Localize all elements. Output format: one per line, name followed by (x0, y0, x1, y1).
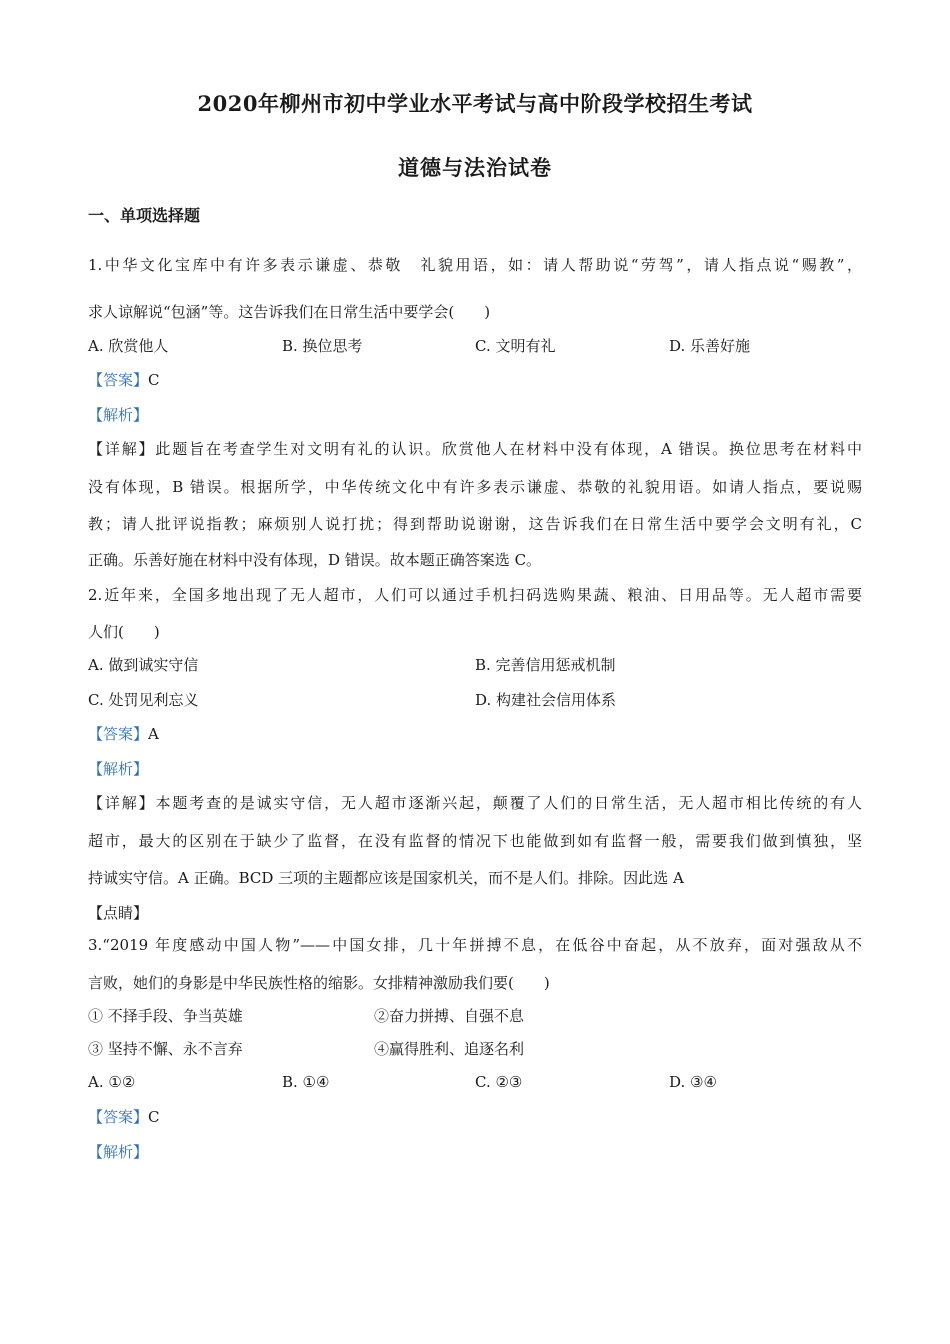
answer-label: 【答案】 (88, 371, 149, 389)
q1-analysis-label: 【解析】 (88, 406, 149, 424)
answer-label: 【答案】 (88, 725, 149, 743)
q1-option-b: B. 换位思考 (282, 337, 363, 355)
q3-option-a: A. ①② (88, 1073, 136, 1091)
q3-answer-value: C (148, 1108, 160, 1126)
q2-option-d: D. 构建社会信用体系 (475, 691, 617, 709)
q3-option-c: C. ②③ (475, 1073, 523, 1091)
q3-answer (88, 1106, 160, 1128)
q2-tip-label: 【点睛】 (88, 904, 149, 922)
q1-stem-line1: 1.中华文化宝库中有许多表示谦虚、恭敬 礼貌用语，如：请人帮助说“劳驾”，请人指点说“赐教”， (88, 256, 862, 274)
q1-stem-line2: 求人谅解说“包涵”等。这告诉我们在日常生活中要学会( ) (88, 303, 491, 321)
q1-detail-line2: 没有体现，B 错误。根据所学，中华传统文化中有许多表示谦虚、恭敬的礼貌用语。如请人指点，要说赐 (88, 478, 862, 496)
q3-item-1: ① 不择手段、争当英雄 (88, 1007, 243, 1025)
q2-stem-line1: 2.近年来，全国多地出现了无人超市，人们可以通过手机扫码选购果蔬、粮油、日用品等。无人超市需要 (88, 586, 862, 604)
q2-detail-line3: 持诚实守信。A 正确。BCD 三项的主题都应该是国家机关，而不是人们。排除。因此选 A (88, 869, 684, 887)
q2-option-c: C. 处罚见利忘义 (88, 691, 199, 709)
q1-detail-line3: 教；请人批评说指教；麻烦别人说打扰；得到帮助说谢谢，这告诉我们在日常生活中要学会文明有礼，C (88, 515, 862, 533)
q2-detail-line2: 超市，最大的区别在于缺少了监督，在没有监督的情况下也能做到如有监督一般，需要我们做到慎独，坚 (88, 832, 862, 850)
q2-detail-line1: 【详解】本题考查的是诚实守信，无人超市逐渐兴起，颠覆了人们的日常生活，无人超市相比传统的有人 (88, 794, 862, 812)
page-subtitle: 道德与法治试卷 (398, 155, 552, 180)
section-heading: 一、单项选择题 (88, 206, 201, 225)
q1-detail-line1: 【详解】此题旨在考查学生对文明有礼的认识。欣赏他人在材料中没有体现，A 错误。换位思考在材料中 (88, 440, 862, 458)
q3-stem-line2: 言败，她们的身影是中华民族性格的缩影。女排精神激励我们要( ) (88, 974, 550, 992)
q1-option-a: A. 欣赏他人 (88, 337, 169, 355)
q2-answer (88, 723, 159, 745)
q1-option-c: C. 文明有礼 (475, 337, 556, 355)
answer-label: 【答案】 (88, 1108, 149, 1126)
q3-stem-line1: 3.“2019 年度感动中国人物”——中国女排，几十年拼搏不息，在低谷中奋起，从不放弃，面对强敌从不 (88, 936, 862, 954)
q2-answer-value: A (148, 725, 159, 743)
q1-answer-value: C (148, 371, 160, 389)
q2-option-b: B. 完善信用惩戒机制 (475, 656, 616, 674)
q3-item-4: ④赢得胜利、追逐名利 (374, 1040, 525, 1058)
q2-stem-line2: 人们( ) (88, 623, 160, 641)
q2-option-a: A. 做到诚实守信 (88, 656, 199, 674)
q3-option-b: B. ①④ (282, 1073, 330, 1091)
q1-answer (88, 369, 160, 391)
q3-item-2: ②奋力拼搏、自强不息 (374, 1007, 525, 1025)
q3-analysis-label: 【解析】 (88, 1143, 149, 1161)
q3-option-d: D. ③④ (669, 1073, 717, 1091)
q2-analysis-label: 【解析】 (88, 760, 149, 778)
q1-detail-line4: 正确。乐善好施在材料中没有体现，D 错误。故本题正确答案选 C。 (88, 551, 542, 569)
q1-option-d: D. 乐善好施 (669, 337, 751, 355)
page-title: 2020年柳州市初中学业水平考试与高中阶段学校招生考试 (197, 91, 753, 116)
q3-item-3: ③ 坚持不懈、永不言弃 (88, 1040, 243, 1058)
